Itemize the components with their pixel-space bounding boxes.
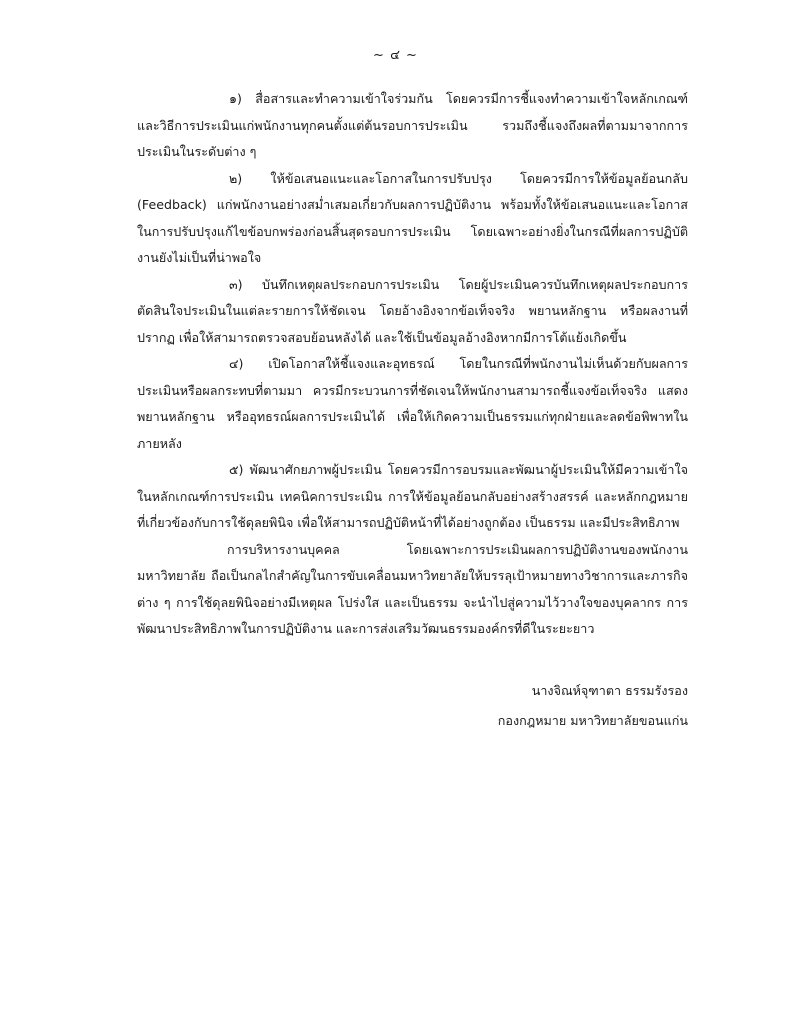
author-name: นางจิณห์จุฑาตา ธรรมรังรอง xyxy=(531,683,688,698)
list-item-2: ๒) ให้ข้อเสนอแนะและโอกาสในการปรับปรุง โดยควรมีการให้ข้อมูลย้อนกลับ (Feedback) แก่พนักงานอย่างสม่ำเสมอเกี่ยวกับผลการปฏิบัติงาน พร้อมทั้งให้ข้อเสนอแนะและโอกาสในการปรับปรุงแก้ไขข้อบกพร่องก่อนสิ้นสุดรอบการประเมิน โดยเฉพาะอย่างยิ่งในกรณีที่ผลการปฏิบัติงานยังไม่เป็นที่น่าพอใจ xyxy=(137,170,688,265)
list-item-3: ๓) บันทึกเหตุผลประกอบการประเมิน โดยผู้ประเมินควรบันทึกเหตุผลประกอบการตัดสินใจประเมินในแต่ละรายการให้ชัดเจน โดยอ้างอิงจากข้อเท็จจริง พยานหลักฐาน หรือผลงานที่ปรากฏ เพื่อให้สามารถตรวจสอบย้อนหลังได้ และใช้เป็นข้อมูลอ้างอิงหากมีการโต้แย้งเกิดขึ้น xyxy=(137,276,688,345)
document-body xyxy=(137,86,688,643)
closing-paragraph: การบริหารงานบุคคล โดยเฉพาะการประเมินผลการปฏิบัติงานของพนักงานมหาวิทยาลัย ถือเป็นกลไกสำคัญในการขับเคลื่อนมหาวิทยาลัยให้บรรลุเป้าหมายทางวิชาการและภารกิจต่าง ๆ การใช้ดุลยพินิจอย่างมีเหตุผล โปร่งใส และเป็นธรรม จะนำไปสู่ความไว้วางใจของบุคลากร การพัฒนาประสิทธิภาพในการปฏิบัติงาน และการส่งเสริมวัฒนธรรมองค์กรที่ดีในระยะยาว xyxy=(137,541,688,636)
author-affiliation: กองกฎหมาย มหาวิทยาลัยขอนแก่น xyxy=(497,713,688,728)
page-number: ~ ๔ ~ xyxy=(373,48,418,63)
list-item-1: ๑) สื่อสารและทำความเข้าใจร่วมกัน โดยควรมีการชี้แจงทำความเข้าใจหลักเกณฑ์และวิธีการประเมินแก่พนักงานทุกคนตั้งแต่ต้นรอบการประเมิน รวมถึงชี้แจงถึงผลที่ตามมาจากการประเมินในระดับต่าง ๆ xyxy=(137,91,688,159)
list-item-5: ๕) พัฒนาศักยภาพผู้ประเมิน โดยควรมีการอบรมและพัฒนาผู้ประเมินให้มีความเข้าใจในหลักเกณฑ์การประเมิน เทคนิคการประเมิน การให้ข้อมูลย้อนกลับอย่างสร้างสรรค์ และหลักกฎหมายที่เกี่ยวข้องกับการใช้ดุลยพินิจ เพื่อให้สามารถปฏิบัติหน้าที่ได้อย่างถูกต้อง เป็นธรรม และมีประสิทธิภาพ xyxy=(137,462,688,530)
list-item-4: ๔) เปิดโอกาสให้ชี้แจงและอุทธรณ์ โดยในกรณีที่พนักงานไม่เห็นด้วยกับผลการประเมินหรือผลกระทบที่ตามมา ควรมีกระบวนการที่ชัดเจนให้พนักงานสามารถชี้แจงข้อเท็จจริง แสดงพยานหลักฐาน หรืออุทธรณ์ผลการประเมินได้ เพื่อให้เกิดความเป็นธรรมแก่ทุกฝ่ายและลดข้อพิพาทในภายหลัง xyxy=(137,356,688,451)
signature-block xyxy=(400,676,688,736)
